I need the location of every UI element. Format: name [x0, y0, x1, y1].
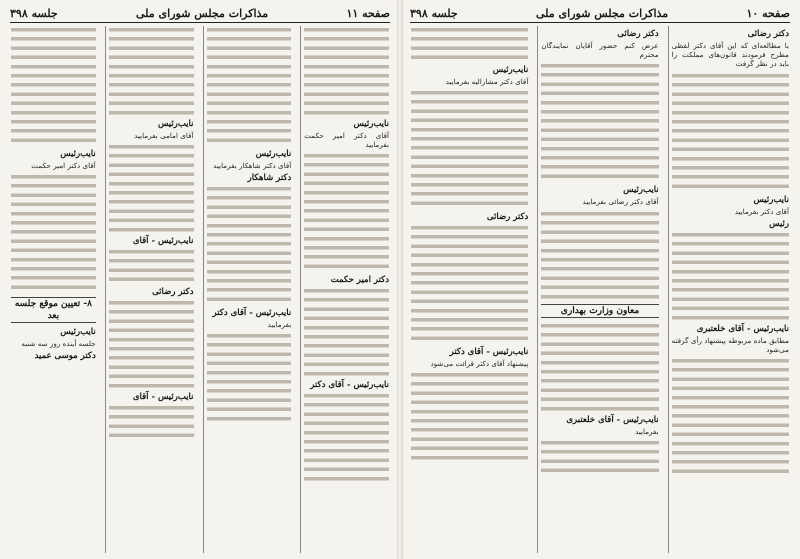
text-block — [541, 439, 658, 475]
page-title: مذاکرات مجلس شورای ملی — [136, 6, 269, 20]
speaker-name: دکتر رضائی — [617, 29, 659, 39]
paragraph: مطابق ماده مربوطه پیشنهاد رأی گرفته می‌شود — [671, 335, 789, 355]
paragraph: جلسه آینده روز سه شنبه — [21, 339, 96, 349]
text-block — [304, 152, 389, 272]
paragraph: بفرمایید — [635, 426, 659, 436]
paragraph: با مطالعه‌ای که این آقای دکتر لفظی مطرح فرمودند قانون‌های مملکت را باید در نظر گرفت — [671, 41, 789, 69]
speaker-name: نایب‌رئیس - آقای خلعتبری — [696, 323, 789, 334]
paragraph: پیشنهاد آقای دکتر قرائت می‌شود — [430, 359, 529, 369]
speaker-name: رئیس — [769, 218, 789, 229]
text-block — [541, 210, 658, 300]
text-block — [304, 392, 389, 482]
text-block — [304, 26, 389, 116]
speaker-name: دکتر امیر حکمت — [330, 275, 389, 286]
column-3 — [105, 26, 197, 553]
text-block — [672, 72, 789, 192]
text-block — [304, 287, 389, 377]
speaker-name: نایب‌رئیس - آقای دکتر — [310, 380, 389, 391]
left-page-header — [10, 4, 390, 23]
column-2 — [203, 26, 295, 553]
speaker-name: نایب‌رئیس — [157, 119, 194, 129]
speaker-name: نایب‌رئیس — [753, 194, 789, 205]
text-block — [109, 299, 194, 389]
speaker-name: دکتر رضائی — [486, 212, 529, 223]
paragraph: آقای دکتر امیر حکمت — [31, 161, 96, 170]
column-2 — [537, 26, 661, 553]
text-block — [411, 224, 528, 344]
page-title: مذاکرات مجلس شورای ملی — [536, 6, 669, 20]
text-block — [109, 143, 194, 233]
paragraph: بفرمایید — [267, 320, 292, 330]
session-number: جلسه ۳۹۸ — [10, 6, 58, 20]
text-block — [11, 173, 96, 293]
text-block — [541, 322, 658, 412]
text-block — [207, 185, 292, 305]
section-heading: معاون وزارت بهداری — [541, 304, 658, 318]
speaker-name: نایب‌رئیس - آقای دکتر — [449, 347, 529, 358]
paragraph: عرض کنم حضور آقایان نمایندگان محترم — [541, 41, 659, 60]
text-block — [207, 26, 292, 146]
text-block — [411, 89, 528, 209]
section-heading: ۸- تعیین موقع جلسه بعد — [11, 297, 96, 323]
right-page-columns — [408, 26, 792, 553]
speaker-name: نایب‌رئیس — [492, 65, 529, 75]
text-block — [411, 371, 528, 461]
speaker-name: دکتر رضائی — [747, 29, 789, 39]
text-block — [672, 357, 789, 477]
paragraph: آقای دکتر بفرمایید — [734, 206, 789, 216]
paragraph: آقای دکتر مشارالیه بفرمایید — [445, 77, 529, 86]
left-page-columns — [8, 26, 392, 553]
speaker-name: نایب‌رئیس — [353, 119, 389, 129]
speaker-name: نایب‌رئیس — [60, 149, 96, 159]
speaker-name: نایب‌رئیس - آقای دکتر — [212, 308, 292, 319]
session-number: جلسه ۳۹۸ — [410, 6, 458, 20]
right-page-header — [410, 4, 790, 23]
speaker-name: دکتر موسی عمید — [34, 351, 96, 362]
text-block — [207, 332, 292, 422]
page-number: صفحه ۱۱ — [346, 6, 390, 20]
speaker-name: دکتر رضائی — [152, 287, 194, 298]
speaker-name: نایب‌رئیس — [60, 327, 96, 338]
text-block — [109, 404, 194, 440]
speaker-name: نایب‌رئیس - آقای خلعتبری — [566, 414, 659, 425]
column-4 — [8, 26, 99, 553]
column-3 — [408, 26, 531, 553]
speaker-name: نایب‌رئیس - آقای — [132, 236, 194, 247]
text-block — [672, 231, 789, 321]
speaker-name: دکتر شاهکار — [247, 173, 292, 184]
paragraph: آقای دکتر شاهکار بفرمایید — [213, 161, 292, 170]
paragraph: آقای امامی بفرمایید — [134, 131, 194, 140]
right-page — [400, 0, 800, 559]
paragraph: آقای دکتر امیر حکمت بفرمایید — [304, 131, 389, 150]
paragraph: آقای دکتر رضائی بفرمایید — [582, 197, 659, 207]
page-number: صفحه ۱۰ — [746, 6, 790, 20]
text-block — [411, 26, 528, 62]
speaker-name: نایب‌رئیس — [255, 149, 292, 159]
text-block — [541, 62, 658, 182]
column-1 — [668, 26, 792, 553]
text-block — [11, 26, 96, 146]
text-block — [109, 248, 194, 284]
text-block — [109, 26, 194, 116]
speaker-name: نایب‌رئیس - آقای — [132, 392, 194, 403]
column-1 — [300, 26, 392, 553]
speaker-name: نایب‌رئیس — [623, 185, 659, 196]
